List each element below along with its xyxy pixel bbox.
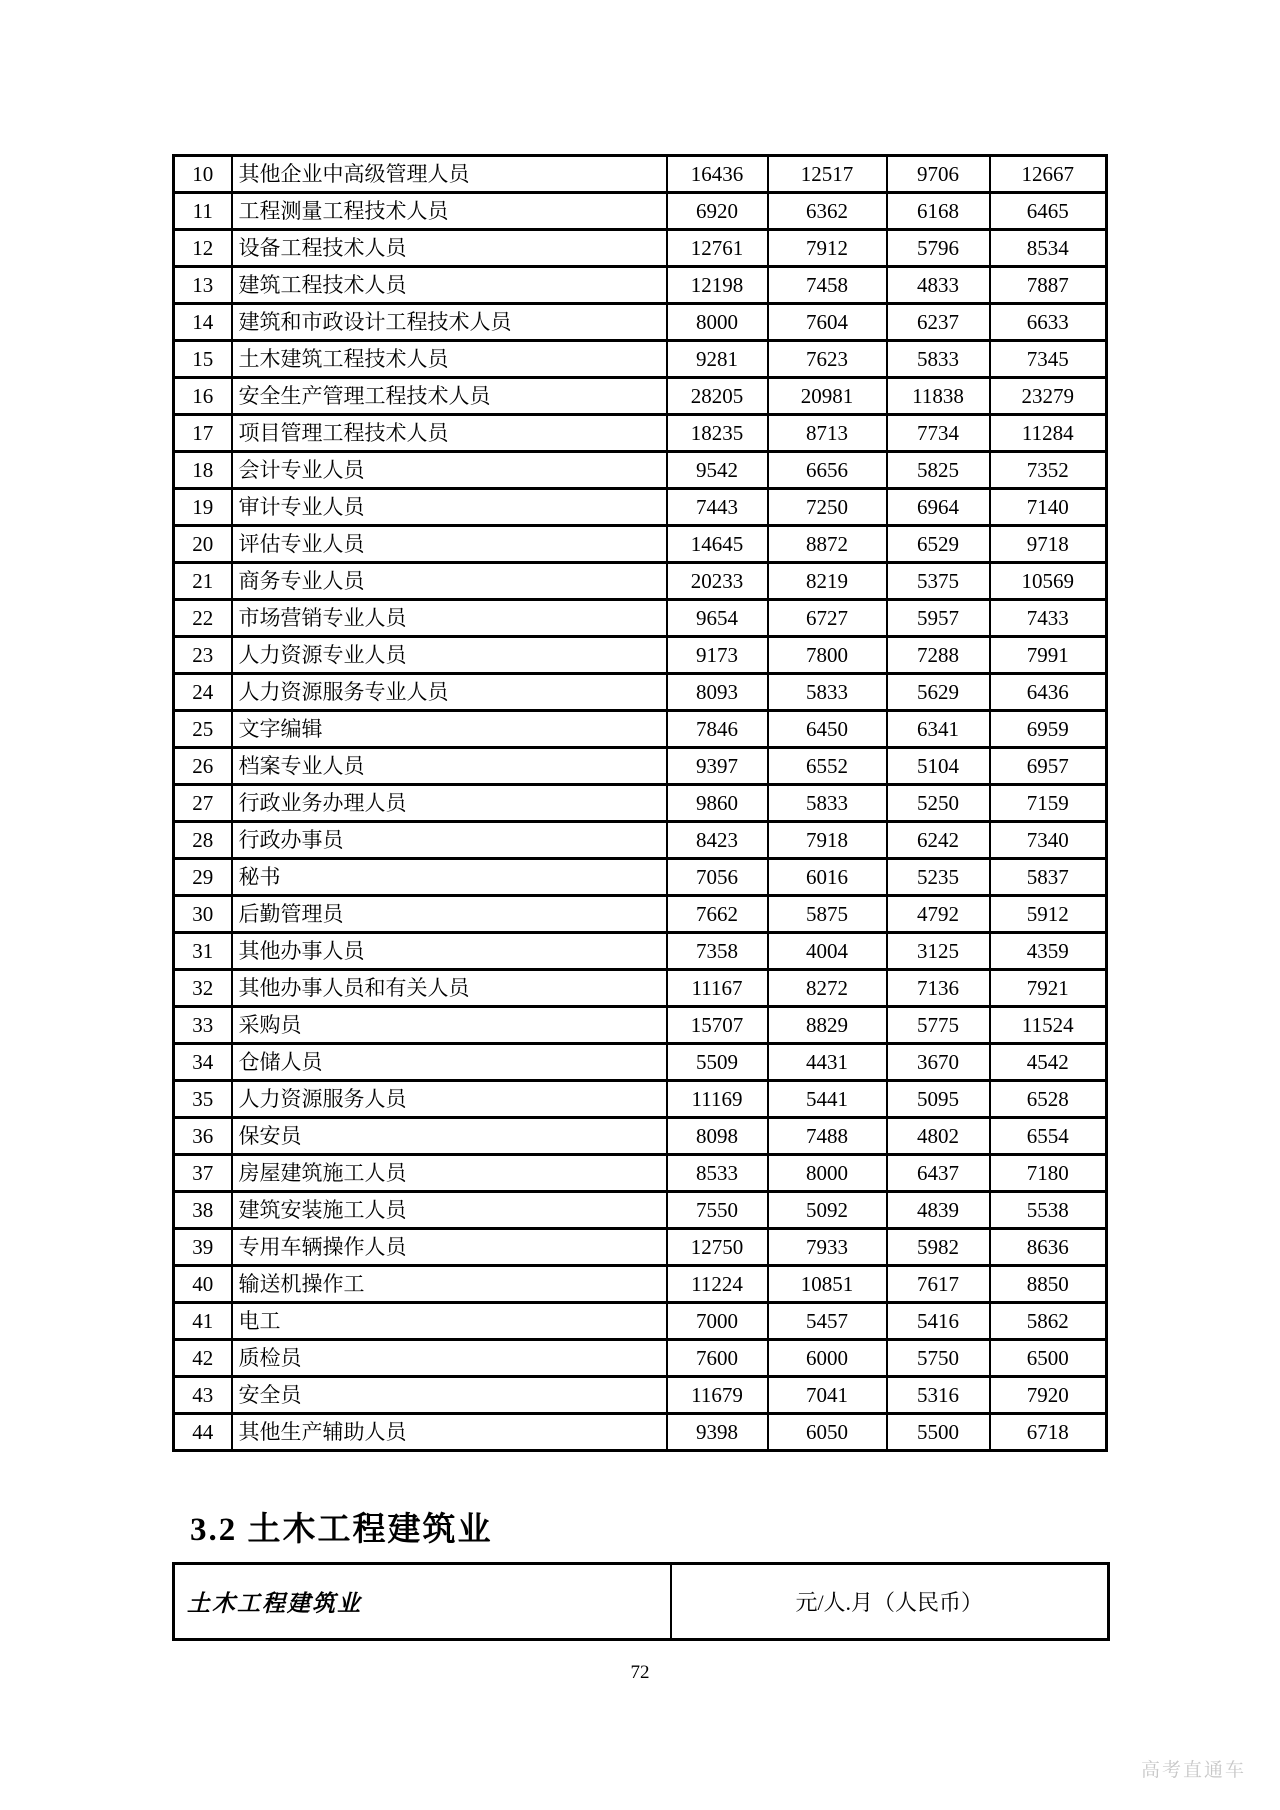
value-cell-2: 7912 [768, 230, 887, 267]
value-cell-2: 5875 [768, 896, 887, 933]
row-number-cell: 16 [174, 378, 232, 415]
value-cell-4: 7991 [990, 637, 1107, 674]
value-cell-1: 7846 [667, 711, 768, 748]
value-cell-4: 7433 [990, 600, 1107, 637]
row-number-cell: 25 [174, 711, 232, 748]
value-cell-3: 7617 [887, 1266, 990, 1303]
value-cell-3: 5250 [887, 785, 990, 822]
table-row [174, 341, 1107, 378]
value-cell-4: 6633 [990, 304, 1107, 341]
table-row [174, 637, 1107, 674]
row-number-cell: 38 [174, 1192, 232, 1229]
row-number-cell: 42 [174, 1340, 232, 1377]
occupation-cell: 后勤管理员 [232, 896, 667, 933]
value-cell-1: 9860 [667, 785, 768, 822]
table-row [174, 711, 1107, 748]
table-row [174, 415, 1107, 452]
occupation-cell: 房屋建筑施工人员 [232, 1155, 667, 1192]
row-number-cell: 37 [174, 1155, 232, 1192]
occupation-cell: 会计专业人员 [232, 452, 667, 489]
row-number-cell: 33 [174, 1007, 232, 1044]
table-row [174, 563, 1107, 600]
value-cell-4: 7352 [990, 452, 1107, 489]
value-cell-2: 8872 [768, 526, 887, 563]
value-cell-2: 7933 [768, 1229, 887, 1266]
table-row [174, 1303, 1107, 1340]
row-number-cell: 27 [174, 785, 232, 822]
row-number-cell: 17 [174, 415, 232, 452]
value-cell-4: 7140 [990, 489, 1107, 526]
value-cell-1: 16436 [667, 156, 768, 193]
row-number-cell: 40 [174, 1266, 232, 1303]
value-cell-4: 7921 [990, 970, 1107, 1007]
unit-label-cell: 元/人.月（人民币） [671, 1564, 1109, 1640]
table-row [174, 1414, 1107, 1451]
value-cell-2: 4431 [768, 1044, 887, 1081]
occupation-cell: 秘书 [232, 859, 667, 896]
table-row [174, 600, 1107, 637]
value-cell-3: 5775 [887, 1007, 990, 1044]
row-number-cell: 34 [174, 1044, 232, 1081]
value-cell-3: 6341 [887, 711, 990, 748]
value-cell-3: 5957 [887, 600, 990, 637]
value-cell-3: 5982 [887, 1229, 990, 1266]
value-cell-2: 8713 [768, 415, 887, 452]
value-cell-1: 7358 [667, 933, 768, 970]
occupation-cell: 行政办事员 [232, 822, 667, 859]
value-cell-2: 5833 [768, 785, 887, 822]
value-cell-3: 5750 [887, 1340, 990, 1377]
watermark: 高考直通车 [1141, 1760, 1247, 1781]
occupation-cell: 专用车辆操作人员 [232, 1229, 667, 1266]
value-cell-1: 12198 [667, 267, 768, 304]
value-cell-1: 18235 [667, 415, 768, 452]
value-cell-2: 8219 [768, 563, 887, 600]
value-cell-1: 12750 [667, 1229, 768, 1266]
value-cell-3: 7136 [887, 970, 990, 1007]
value-cell-2: 7623 [768, 341, 887, 378]
value-cell-1: 9281 [667, 341, 768, 378]
value-cell-4: 5837 [990, 859, 1107, 896]
row-number-cell: 23 [174, 637, 232, 674]
value-cell-4: 5912 [990, 896, 1107, 933]
row-number-cell: 24 [174, 674, 232, 711]
value-cell-3: 4839 [887, 1192, 990, 1229]
section-heading: 3.2 土木工程建筑业 [190, 1512, 493, 1548]
occupation-cell: 人力资源专业人员 [232, 637, 667, 674]
value-cell-2: 12517 [768, 156, 887, 193]
value-cell-2: 7041 [768, 1377, 887, 1414]
row-number-cell: 31 [174, 933, 232, 970]
value-cell-3: 7288 [887, 637, 990, 674]
value-cell-1: 9654 [667, 600, 768, 637]
table-row [174, 267, 1107, 304]
value-cell-2: 20981 [768, 378, 887, 415]
row-number-cell: 18 [174, 452, 232, 489]
value-cell-4: 7159 [990, 785, 1107, 822]
value-cell-4: 10569 [990, 563, 1107, 600]
value-cell-4: 8534 [990, 230, 1107, 267]
value-cell-2: 5457 [768, 1303, 887, 1340]
row-number-cell: 10 [174, 156, 232, 193]
table-row [174, 156, 1107, 193]
occupation-cell: 审计专业人员 [232, 489, 667, 526]
value-cell-2: 6727 [768, 600, 887, 637]
value-cell-1: 8098 [667, 1118, 768, 1155]
value-cell-4: 6957 [990, 748, 1107, 785]
value-cell-2: 4004 [768, 933, 887, 970]
occupation-cell: 项目管理工程技术人员 [232, 415, 667, 452]
occupation-cell: 其他办事人员和有关人员 [232, 970, 667, 1007]
occupation-cell: 文字编辑 [232, 711, 667, 748]
value-cell-1: 11224 [667, 1266, 768, 1303]
table-row [174, 1229, 1107, 1266]
table-row [174, 933, 1107, 970]
row-number-cell: 14 [174, 304, 232, 341]
occupation-cell: 保安员 [232, 1118, 667, 1155]
value-cell-3: 5235 [887, 859, 990, 896]
row-number-cell: 21 [174, 563, 232, 600]
value-cell-3: 4833 [887, 267, 990, 304]
value-cell-2: 8272 [768, 970, 887, 1007]
value-cell-2: 10851 [768, 1266, 887, 1303]
row-number-cell: 36 [174, 1118, 232, 1155]
table-row [174, 452, 1107, 489]
value-cell-1: 9542 [667, 452, 768, 489]
value-cell-3: 5796 [887, 230, 990, 267]
value-cell-4: 6554 [990, 1118, 1107, 1155]
row-number-cell: 20 [174, 526, 232, 563]
table-row [174, 1081, 1107, 1118]
occupation-cell: 建筑安装施工人员 [232, 1192, 667, 1229]
row-number-cell: 35 [174, 1081, 232, 1118]
value-cell-4: 6465 [990, 193, 1107, 230]
value-cell-3: 5104 [887, 748, 990, 785]
value-cell-4: 7340 [990, 822, 1107, 859]
value-cell-1: 12761 [667, 230, 768, 267]
occupation-cell: 档案专业人员 [232, 748, 667, 785]
value-cell-4: 8850 [990, 1266, 1107, 1303]
value-cell-4: 12667 [990, 156, 1107, 193]
salary-table [172, 154, 1108, 1452]
value-cell-3: 6168 [887, 193, 990, 230]
value-cell-3: 3125 [887, 933, 990, 970]
value-cell-4: 6718 [990, 1414, 1107, 1451]
table-row [174, 304, 1107, 341]
occupation-cell: 人力资源服务人员 [232, 1081, 667, 1118]
value-cell-3: 9706 [887, 156, 990, 193]
industry-header-table [172, 1562, 1110, 1641]
table-row [174, 1192, 1107, 1229]
value-cell-4: 6500 [990, 1340, 1107, 1377]
table-row [174, 822, 1107, 859]
value-cell-4: 5538 [990, 1192, 1107, 1229]
value-cell-1: 14645 [667, 526, 768, 563]
occupation-cell: 电工 [232, 1303, 667, 1340]
occupation-cell: 行政业务办理人员 [232, 785, 667, 822]
value-cell-2: 7918 [768, 822, 887, 859]
row-number-cell: 19 [174, 489, 232, 526]
table-row [174, 970, 1107, 1007]
occupation-cell: 建筑工程技术人员 [232, 267, 667, 304]
value-cell-3: 6242 [887, 822, 990, 859]
table-row [174, 748, 1107, 785]
value-cell-1: 28205 [667, 378, 768, 415]
value-cell-4: 9718 [990, 526, 1107, 563]
value-cell-2: 6016 [768, 859, 887, 896]
occupation-cell: 评估专业人员 [232, 526, 667, 563]
value-cell-3: 11838 [887, 378, 990, 415]
value-cell-1: 8093 [667, 674, 768, 711]
value-cell-3: 6964 [887, 489, 990, 526]
row-number-cell: 15 [174, 341, 232, 378]
occupation-cell: 仓储人员 [232, 1044, 667, 1081]
value-cell-4: 11524 [990, 1007, 1107, 1044]
value-cell-3: 5500 [887, 1414, 990, 1451]
value-cell-1: 7662 [667, 896, 768, 933]
table-row [174, 896, 1107, 933]
value-cell-3: 6529 [887, 526, 990, 563]
value-cell-2: 6450 [768, 711, 887, 748]
value-cell-1: 20233 [667, 563, 768, 600]
salary-table-body [174, 156, 1107, 1451]
value-cell-3: 5833 [887, 341, 990, 378]
row-number-cell: 32 [174, 970, 232, 1007]
value-cell-2: 7488 [768, 1118, 887, 1155]
value-cell-4: 8636 [990, 1229, 1107, 1266]
value-cell-3: 5629 [887, 674, 990, 711]
table-row [174, 1266, 1107, 1303]
value-cell-1: 9397 [667, 748, 768, 785]
value-cell-1: 8533 [667, 1155, 768, 1192]
value-cell-3: 4792 [887, 896, 990, 933]
table-row [174, 859, 1107, 896]
occupation-cell: 其他生产辅助人员 [232, 1414, 667, 1451]
page-number: 72 [630, 1662, 650, 1683]
value-cell-4: 6436 [990, 674, 1107, 711]
value-cell-1: 6920 [667, 193, 768, 230]
occupation-cell: 输送机操作工 [232, 1266, 667, 1303]
row-number-cell: 44 [174, 1414, 232, 1451]
value-cell-3: 5825 [887, 452, 990, 489]
table-row [174, 193, 1107, 230]
industry-name-cell: 土木工程建筑业 [174, 1564, 671, 1640]
value-cell-1: 8423 [667, 822, 768, 859]
occupation-cell: 市场营销专业人员 [232, 600, 667, 637]
value-cell-3: 5416 [887, 1303, 990, 1340]
table-row [174, 378, 1107, 415]
value-cell-3: 7734 [887, 415, 990, 452]
value-cell-4: 6959 [990, 711, 1107, 748]
table-row [174, 1155, 1107, 1192]
value-cell-2: 6050 [768, 1414, 887, 1451]
value-cell-3: 6237 [887, 304, 990, 341]
value-cell-3: 6437 [887, 1155, 990, 1192]
row-number-cell: 39 [174, 1229, 232, 1266]
value-cell-2: 7250 [768, 489, 887, 526]
value-cell-1: 11679 [667, 1377, 768, 1414]
row-number-cell: 29 [174, 859, 232, 896]
value-cell-4: 7180 [990, 1155, 1107, 1192]
value-cell-1: 7000 [667, 1303, 768, 1340]
row-number-cell: 11 [174, 193, 232, 230]
table-row [174, 489, 1107, 526]
value-cell-4: 7345 [990, 341, 1107, 378]
row-number-cell: 41 [174, 1303, 232, 1340]
occupation-cell: 其他企业中高级管理人员 [232, 156, 667, 193]
occupation-cell: 建筑和市政设计工程技术人员 [232, 304, 667, 341]
table-row [174, 1340, 1107, 1377]
value-cell-2: 6362 [768, 193, 887, 230]
occupation-cell: 安全生产管理工程技术人员 [232, 378, 667, 415]
value-cell-1: 9398 [667, 1414, 768, 1451]
occupation-cell: 设备工程技术人员 [232, 230, 667, 267]
row-number-cell: 28 [174, 822, 232, 859]
row-number-cell: 13 [174, 267, 232, 304]
table-row [174, 674, 1107, 711]
value-cell-2: 5092 [768, 1192, 887, 1229]
value-cell-2: 5833 [768, 674, 887, 711]
table-row [174, 1044, 1107, 1081]
value-cell-1: 11167 [667, 970, 768, 1007]
value-cell-3: 5375 [887, 563, 990, 600]
value-cell-3: 5316 [887, 1377, 990, 1414]
value-cell-1: 8000 [667, 304, 768, 341]
value-cell-1: 7600 [667, 1340, 768, 1377]
value-cell-2: 7800 [768, 637, 887, 674]
table-row [174, 1377, 1107, 1414]
table-row [174, 785, 1107, 822]
value-cell-1: 7056 [667, 859, 768, 896]
value-cell-1: 11169 [667, 1081, 768, 1118]
row-number-cell: 12 [174, 230, 232, 267]
value-cell-4: 11284 [990, 415, 1107, 452]
occupation-cell: 其他办事人员 [232, 933, 667, 970]
occupation-cell: 安全员 [232, 1377, 667, 1414]
value-cell-2: 5441 [768, 1081, 887, 1118]
table-row [174, 526, 1107, 563]
occupation-cell: 工程测量工程技术人员 [232, 193, 667, 230]
table-row [174, 230, 1107, 267]
value-cell-2: 6656 [768, 452, 887, 489]
value-cell-1: 15707 [667, 1007, 768, 1044]
row-number-cell: 26 [174, 748, 232, 785]
value-cell-2: 7604 [768, 304, 887, 341]
occupation-cell: 人力资源服务专业人员 [232, 674, 667, 711]
value-cell-2: 8829 [768, 1007, 887, 1044]
value-cell-4: 23279 [990, 378, 1107, 415]
industry-header-row [174, 1564, 1109, 1640]
value-cell-2: 7458 [768, 267, 887, 304]
value-cell-3: 4802 [887, 1118, 990, 1155]
occupation-cell: 商务专业人员 [232, 563, 667, 600]
row-number-cell: 30 [174, 896, 232, 933]
value-cell-4: 7920 [990, 1377, 1107, 1414]
table-row [174, 1118, 1107, 1155]
occupation-cell: 质检员 [232, 1340, 667, 1377]
value-cell-2: 8000 [768, 1155, 887, 1192]
value-cell-4: 5862 [990, 1303, 1107, 1340]
value-cell-2: 6000 [768, 1340, 887, 1377]
value-cell-1: 7550 [667, 1192, 768, 1229]
value-cell-1: 5509 [667, 1044, 768, 1081]
row-number-cell: 22 [174, 600, 232, 637]
value-cell-3: 3670 [887, 1044, 990, 1081]
value-cell-3: 5095 [887, 1081, 990, 1118]
value-cell-1: 7443 [667, 489, 768, 526]
table-row [174, 1007, 1107, 1044]
occupation-cell: 土木建筑工程技术人员 [232, 341, 667, 378]
value-cell-4: 4542 [990, 1044, 1107, 1081]
value-cell-4: 7887 [990, 267, 1107, 304]
value-cell-2: 6552 [768, 748, 887, 785]
value-cell-4: 6528 [990, 1081, 1107, 1118]
value-cell-4: 4359 [990, 933, 1107, 970]
value-cell-1: 9173 [667, 637, 768, 674]
row-number-cell: 43 [174, 1377, 232, 1414]
occupation-cell: 采购员 [232, 1007, 667, 1044]
